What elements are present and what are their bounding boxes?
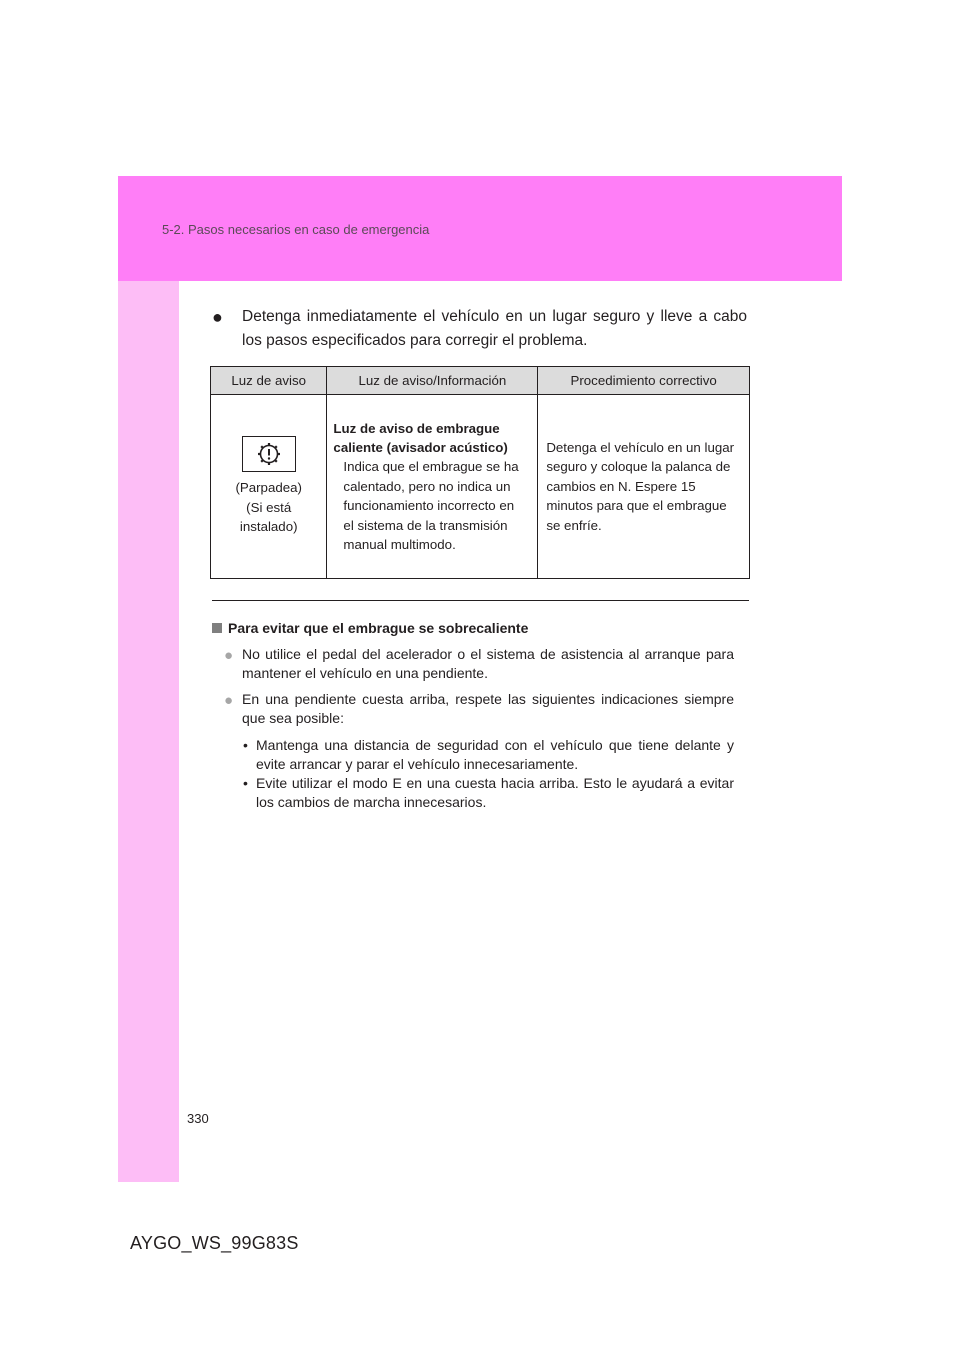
clutch-overheat-warning-icon (242, 436, 296, 472)
section-divider (212, 600, 749, 601)
bullet-icon: ● (224, 692, 234, 709)
list-item-text: No utilice el pedal del acelerador o el sistema de asistencia al arranque para mantener el vehículo en una pendiente. (242, 646, 734, 681)
procedure-text: Detenga el vehículo en un lugar seguro y coloque la palanca de cambios en N. Espere 15 minutos para que el embrague se enfríe. (546, 439, 735, 533)
side-strip (118, 176, 179, 1182)
section-title: 5-2. Pasos necesarios en caso de emergencia (162, 222, 430, 237)
sub-list-item-text: Evite utilizar el modo E en una cuesta hacia arriba. Esto le ayudará a evitar los cambios de marcha innecesarios. (256, 775, 734, 810)
warning-title: Luz de aviso de embrague caliente (avisador acústico) (333, 420, 508, 455)
sub-list-item (243, 774, 734, 812)
square-bullet-icon (212, 623, 222, 633)
sub-bullet-icon: • (243, 737, 248, 753)
list-item (224, 690, 734, 728)
light-state-if-equipped: (Si está (246, 499, 292, 515)
header-informacion: Luz de aviso/Información (327, 367, 538, 395)
page-number: 330 (187, 1111, 209, 1126)
bullet-icon: ● (212, 307, 223, 327)
light-state-if-equipped-2: instalado) (239, 519, 298, 535)
list-item-text: En una pendiente cuesta arriba, respete las siguientes indicaciones siempre que sea posible: (242, 691, 734, 726)
list-item (224, 645, 734, 683)
warning-table (210, 366, 750, 579)
table-header-row (211, 367, 750, 395)
intro-paragraph (212, 305, 747, 353)
bullet-icon: ● (224, 647, 234, 664)
sub-list-item-text: Mantenga una distancia de seguridad con el vehículo que tiene delante y evite arrancar y parar el vehículo innecesariamente. (256, 737, 734, 772)
header-procedimiento: Procedimiento correctivo (538, 367, 750, 395)
intro-text: Detenga inmediatamente el vehículo en un lugar seguro y lleve a cabo los pasos especificados para corregir el problema. (242, 308, 747, 349)
warning-light-cell (211, 395, 327, 579)
table-row (211, 395, 750, 579)
note-title-text: Para evitar que el embrague se sobrecaliente (228, 620, 529, 636)
sub-bullet-icon: • (243, 775, 248, 791)
header-luz-de-aviso: Luz de aviso (211, 367, 327, 395)
warning-description: Indica que el embrague se ha calentado, pero no indica un funcionamiento incorrecto en el sistema de la transmisión manual multimodo. (343, 459, 519, 553)
document-code: AYGO_WS_99G83S (130, 1233, 299, 1253)
sub-list-item (243, 736, 734, 774)
procedure-cell (538, 395, 750, 579)
note-heading (212, 620, 528, 636)
warning-info-cell (327, 395, 538, 579)
light-state-flashing: (Parpadea) (235, 480, 302, 496)
